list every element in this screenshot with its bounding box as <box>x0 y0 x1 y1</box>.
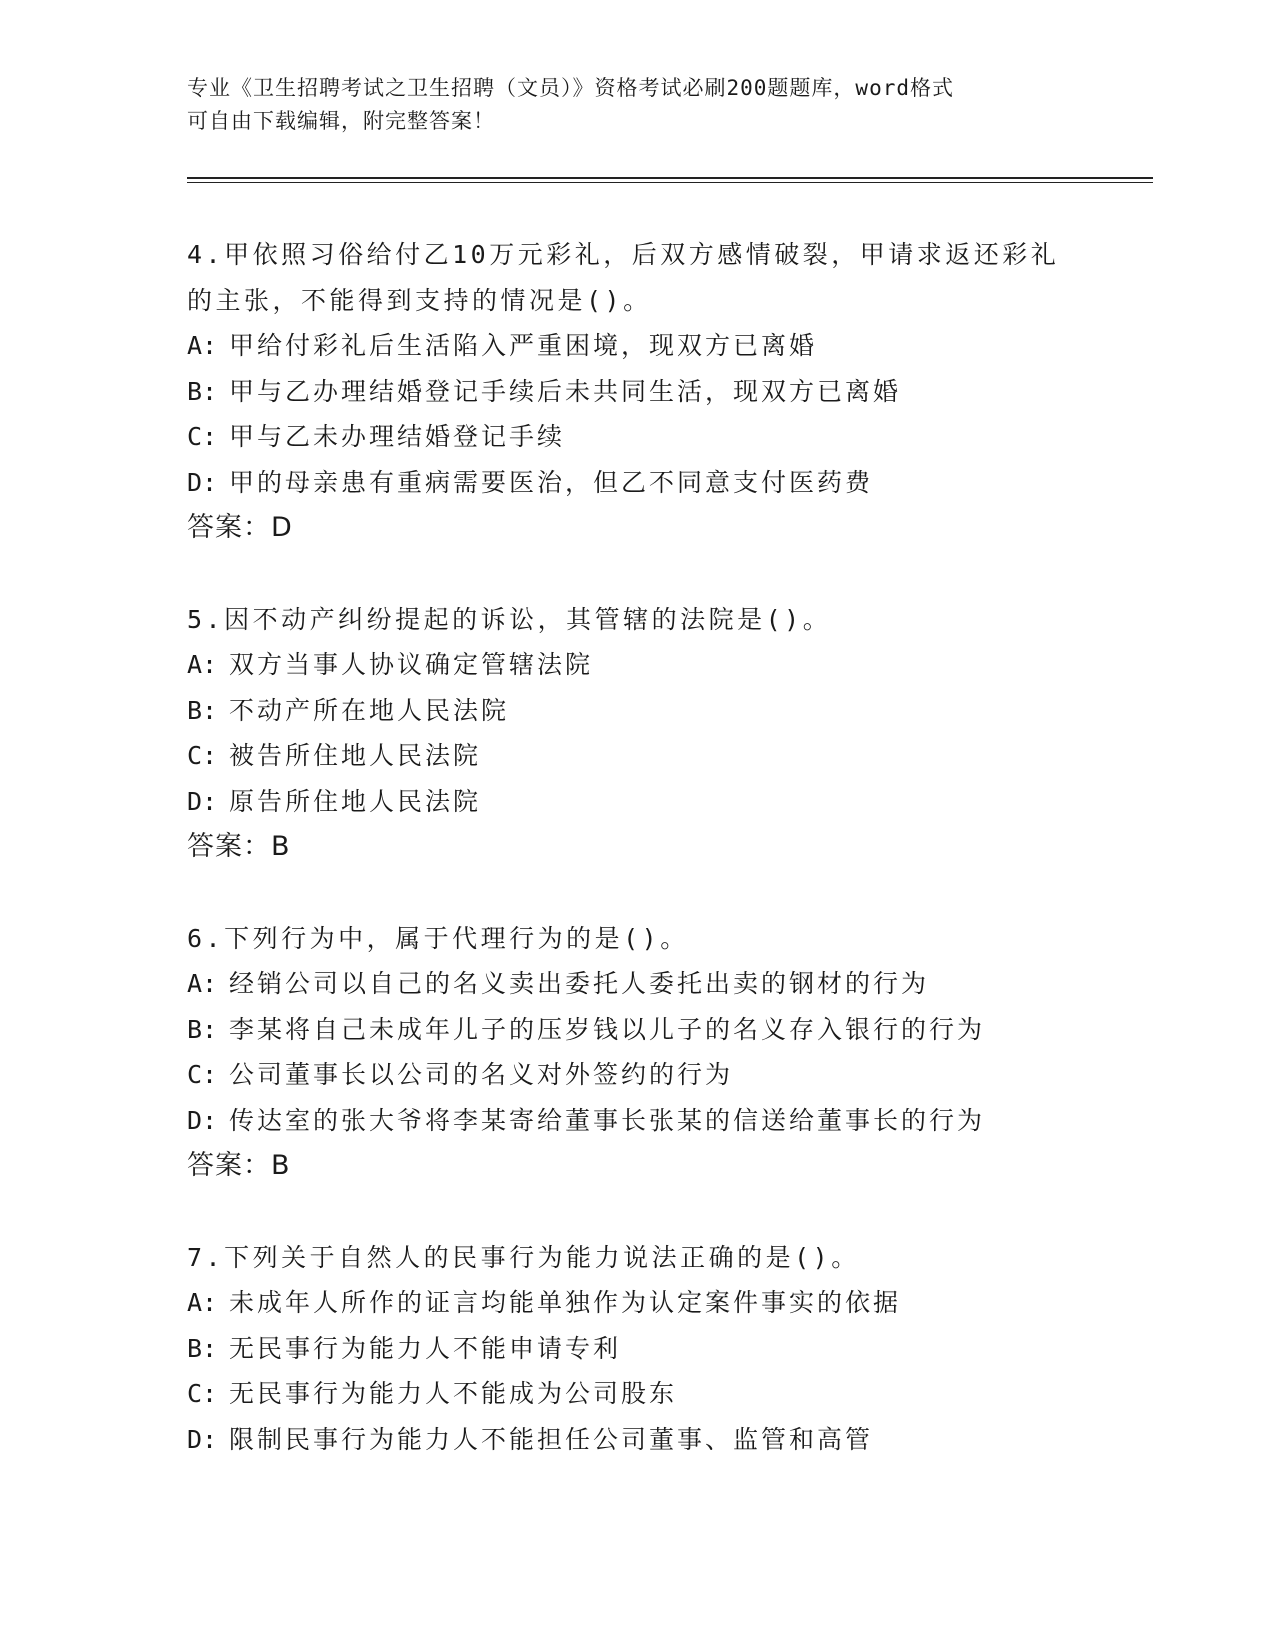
option-text: 未成年人所作的证言均能单独作为认定案件事实的依据 <box>229 1288 902 1317</box>
option-text: 不动产所在地人民法院 <box>229 695 510 725</box>
answer-line: 答案：B <box>187 831 291 862</box>
question-stem: 7.下列关于自然人的民事行为能力说法正确的是()。 <box>187 1242 860 1272</box>
option-c <box>187 1052 1107 1098</box>
option-text: 无民事行为能力人不能申请专利 <box>229 1333 622 1363</box>
option-d <box>187 779 1107 825</box>
option-text: 无民事行为能力人不能成为公司股东 <box>229 1379 678 1408</box>
option-label: C: <box>187 422 218 451</box>
option-label: C: <box>187 1060 218 1089</box>
option-text: 李某将自己未成年儿子的压岁钱以儿子的名义存入银行的行为 <box>229 1014 986 1044</box>
question-list <box>187 232 1107 1508</box>
answer-line: 答案：B <box>187 1150 291 1181</box>
header-line-2: 可自由下载编辑，附完整答案！ <box>187 109 495 133</box>
option-d <box>187 1417 1107 1463</box>
option-text: 甲给付彩礼后生活陷入严重困境，现双方已离婚 <box>229 331 818 360</box>
option-text: 传达室的张大爷将李某寄给董事长张某的信送给董事长的行为 <box>229 1105 986 1135</box>
option-text: 甲与乙办理结婚登记手续后未共同生活，现双方已离婚 <box>229 376 902 406</box>
question-5 <box>187 597 1107 870</box>
option-b <box>187 369 1107 415</box>
option-b <box>187 1326 1107 1372</box>
option-text: 被告所住地人民法院 <box>229 741 482 770</box>
option-label: B: <box>187 695 218 725</box>
option-label: B: <box>187 1014 218 1044</box>
option-label: A: <box>187 331 218 360</box>
answer-line: 答案：D <box>187 512 293 543</box>
option-label: D: <box>187 786 218 816</box>
option-a <box>187 642 1107 688</box>
header-divider-thin <box>187 182 1153 183</box>
option-a <box>187 1280 1107 1326</box>
option-text: 公司董事长以公司的名义对外签约的行为 <box>229 1060 734 1089</box>
question-stem: 6.下列行为中，属于代理行为的是()。 <box>187 923 689 953</box>
option-c <box>187 414 1107 460</box>
option-label: A: <box>187 650 218 679</box>
question-4 <box>187 232 1107 551</box>
option-b <box>187 1007 1107 1053</box>
question-stem: 5.因不动产纠纷提起的诉讼，其管辖的法院是()。 <box>187 604 832 634</box>
option-label: A: <box>187 969 218 998</box>
option-label: D: <box>187 1424 218 1454</box>
option-label: A: <box>187 1288 218 1317</box>
question-stem-continued: 的主张，不能得到支持的情况是()。 <box>187 285 652 315</box>
option-a <box>187 961 1107 1007</box>
option-d <box>187 460 1107 506</box>
question-7 <box>187 1235 1107 1463</box>
option-text: 经销公司以自己的名义卖出委托人委托出卖的钢材的行为 <box>229 969 930 998</box>
option-a <box>187 323 1107 369</box>
option-label: B: <box>187 376 218 406</box>
option-c <box>187 733 1107 779</box>
question-6 <box>187 916 1107 1189</box>
option-c <box>187 1371 1107 1417</box>
option-text: 甲与乙未办理结婚登记手续 <box>229 422 566 451</box>
option-label: D: <box>187 467 218 497</box>
question-stem: 4.甲依照习俗给付乙10万元彩礼，后双方感情破裂，甲请求返还彩礼 <box>187 240 1060 269</box>
option-label: C: <box>187 1379 218 1408</box>
header-divider-thick <box>187 177 1153 179</box>
header-line-1: 专业《卫生招聘考试之卫生招聘（文员）》资格考试必刷200题题库，word格式 <box>187 76 954 100</box>
option-label: C: <box>187 741 218 770</box>
option-b <box>187 688 1107 734</box>
option-label: B: <box>187 1333 218 1363</box>
option-text: 双方当事人协议确定管辖法院 <box>229 650 594 679</box>
option-text: 原告所住地人民法院 <box>229 786 482 816</box>
option-text: 限制民事行为能力人不能担任公司董事、监管和高管 <box>229 1424 874 1454</box>
document-header <box>187 72 1067 138</box>
option-label: D: <box>187 1105 218 1135</box>
option-d <box>187 1098 1107 1144</box>
option-text: 甲的母亲患有重病需要医治，但乙不同意支付医药费 <box>229 467 874 497</box>
